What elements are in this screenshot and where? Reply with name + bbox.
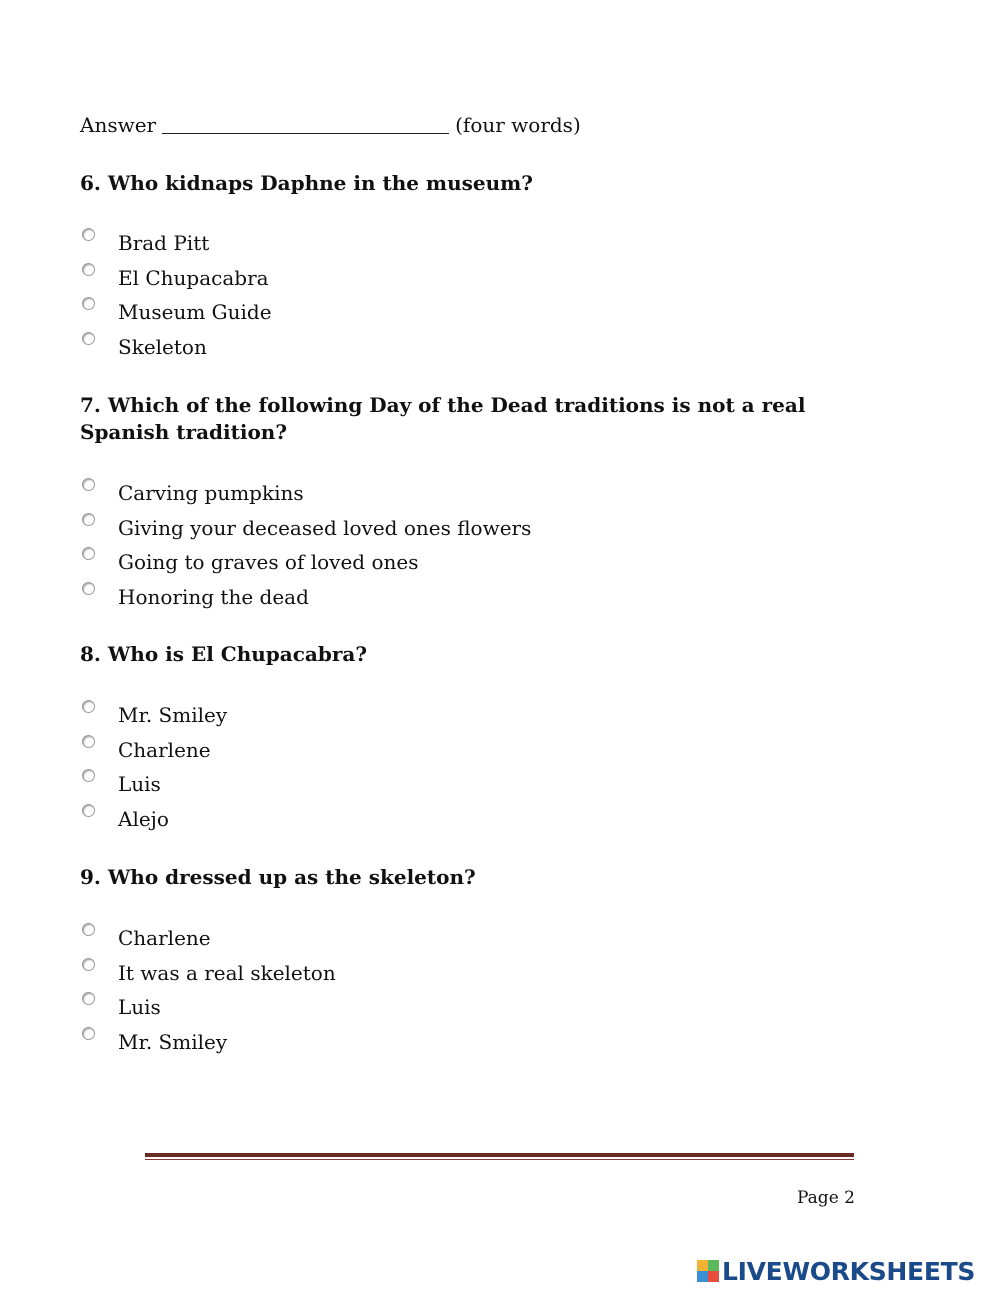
radio-button-icon[interactable] — [82, 478, 95, 491]
liveworksheets-brand[interactable] — [697, 1255, 975, 1287]
option-label: Mr. Smiley — [118, 703, 228, 727]
option-label: Luis — [118, 772, 161, 796]
option-label: Carving pumpkins — [118, 481, 304, 505]
question-9: 9. Who dressed up as the skeleton? — [80, 865, 476, 889]
option-label: Luis — [118, 995, 161, 1019]
radio-button-icon[interactable] — [82, 735, 95, 748]
option-label: Giving your deceased loved ones flowers — [118, 515, 532, 540]
option-label: Charlene — [118, 737, 211, 762]
option-label: Honoring the dead — [118, 584, 309, 609]
radio-button-icon[interactable] — [82, 804, 95, 817]
footer-divider — [145, 1153, 854, 1157]
option-label: Museum Guide — [118, 300, 272, 324]
radio-button-icon[interactable] — [82, 297, 95, 310]
option-label: El Chupacabra — [118, 265, 269, 290]
option-label: Alejo — [118, 806, 169, 831]
logo-square-red — [708, 1271, 719, 1282]
option-label: Charlene — [118, 926, 211, 950]
page-number: Page 2 — [797, 1188, 855, 1208]
answer-hint: (four words) — [455, 113, 581, 137]
answer-row — [80, 111, 581, 139]
liveworksheets-logo-icon — [697, 1260, 719, 1282]
option-label: It was a real skeleton — [118, 960, 336, 985]
radio-button-icon[interactable] — [82, 263, 95, 276]
footer-divider-thin — [145, 1159, 854, 1160]
radio-button-icon[interactable] — [82, 958, 95, 971]
question-6: 6. Who kidnaps Daphne in the museum? — [80, 171, 534, 195]
radio-button-icon[interactable] — [82, 582, 95, 595]
logo-square-green — [708, 1260, 719, 1271]
answer-input[interactable] — [162, 114, 449, 136]
logo-square-yellow — [697, 1260, 708, 1271]
radio-button-icon[interactable] — [82, 1027, 95, 1040]
option-label: Skeleton — [118, 334, 207, 359]
radio-button-icon[interactable] — [82, 700, 95, 713]
radio-button-icon[interactable] — [82, 992, 95, 1005]
radio-button-icon[interactable] — [82, 547, 95, 560]
option-label: Going to graves of loved ones — [118, 550, 419, 574]
question-7: 7. Which of the following Day of the Dead traditions is not a real Spanish tradition? — [80, 393, 806, 444]
radio-button-icon[interactable] — [82, 769, 95, 782]
option-label: Brad Pitt — [118, 231, 210, 255]
radio-button-icon[interactable] — [82, 513, 95, 526]
radio-button-icon[interactable] — [82, 332, 95, 345]
brand-name: LIVEWORKSHEETS — [722, 1256, 976, 1286]
radio-button-icon[interactable] — [82, 228, 95, 241]
answer-label: Answer — [80, 113, 157, 137]
logo-square-blue — [697, 1271, 708, 1282]
question-8: 8. Who is El Chupacabra? — [80, 642, 368, 666]
option-label: Mr. Smiley — [118, 1029, 228, 1054]
answer-blank[interactable] — [162, 111, 449, 134]
radio-button-icon[interactable] — [82, 923, 95, 936]
